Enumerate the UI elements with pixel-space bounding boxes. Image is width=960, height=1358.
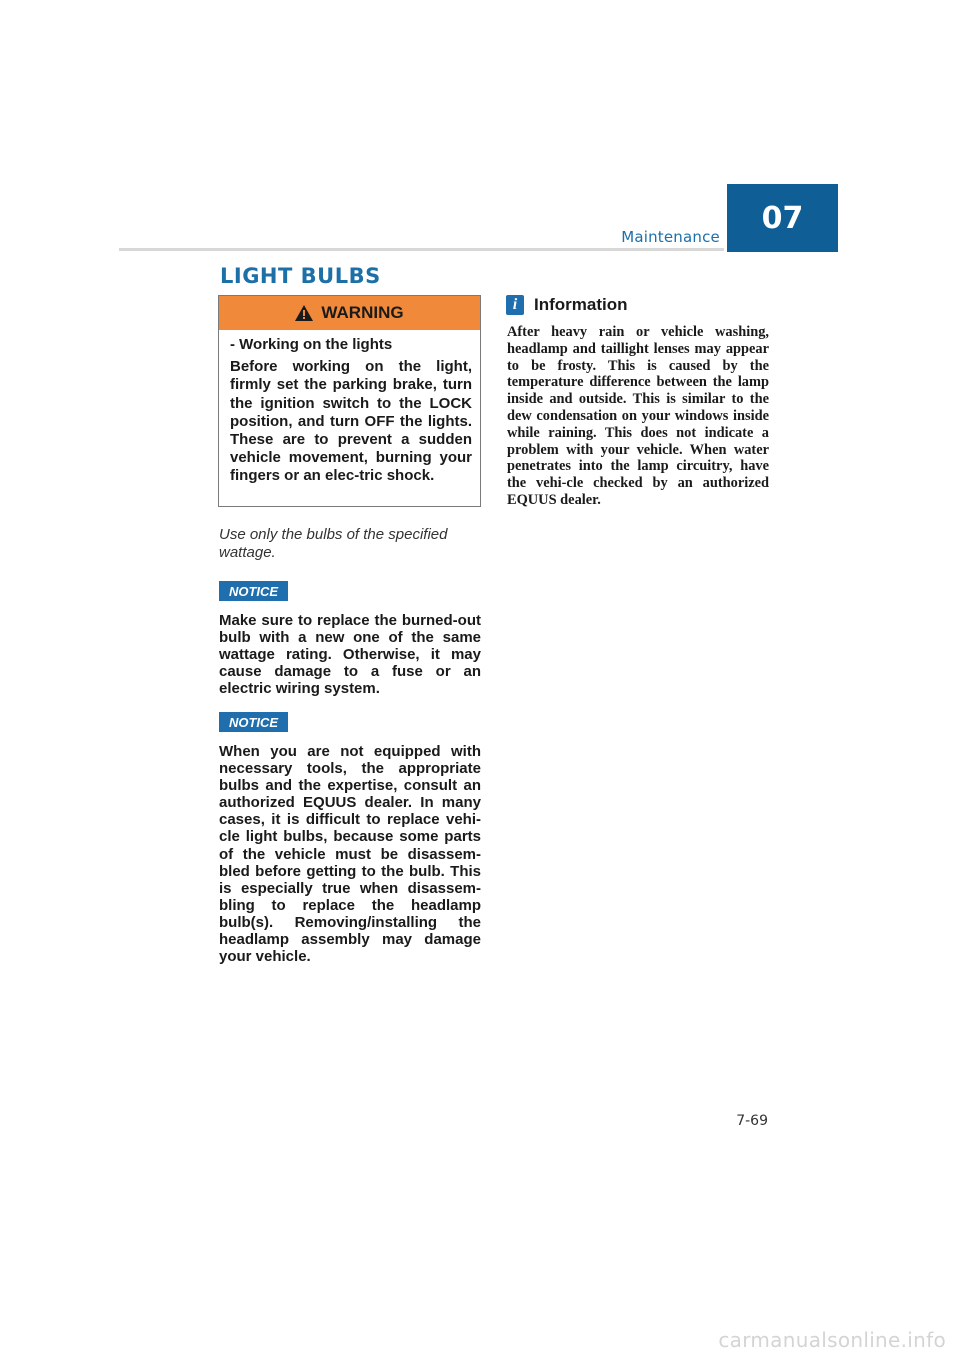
warning-text: Before working on the light, firmly set the parking brake, turn the ignition switch to the LOCK position, and turn OFF the lights. These are to prevent a sudden vehicle movement, burning your fingers or an elec-tric shock. — [230, 358, 472, 485]
page-title: LIGHT BULBS — [220, 264, 381, 288]
information-title: Information — [534, 295, 628, 314]
notice-badge: NOTICE — [219, 581, 288, 601]
chapter-number: 07 — [727, 184, 838, 252]
warning-header — [219, 296, 480, 330]
warning-item-title: - Working on the lights — [230, 336, 393, 353]
warning-body — [219, 330, 480, 486]
section-name: Maintenance — [621, 228, 720, 246]
wattage-note: Use only the bulbs of the specified wattage. — [219, 526, 448, 561]
warning-label: WARNING — [321, 303, 404, 322]
information-header — [506, 295, 628, 315]
notice-text: When you are not equipped with necessary tools, the appropriate bulbs and the expertise, consult an authorized EQUUS dealer. In many cases, it is difficult to replace vehi-cle light bulbs, because some parts of the vehicle must be disassem-bled before getting to the bulb. This is especially true when disassem-bling to replace the headlamp bulb(s). Removing/installing the headlamp assembly may damage your vehicle. — [219, 743, 481, 966]
notice-badge: NOTICE — [219, 712, 288, 732]
information-text: After heavy rain or vehicle washing, headlamp and taillight lenses may appear to be frosty. This is caused by the temperature difference between the lamp inside and outside. This is similar to the dew condensation on your windows inside while raining. This does not indicate a problem with your vehicle. When water penetrates into the lamp circuitry, have the vehi-cle checked by an authorized EQUUS dealer. — [507, 324, 769, 508]
notice-text: Make sure to replace the burned-out bulb with a new one of the same wattage rating. Otherwise, it may cause damage to a fuse or an electric wiring system. — [219, 612, 481, 698]
info-icon: i — [506, 295, 524, 315]
watermark-text: carmanualsonline.info — [718, 1328, 946, 1352]
page-number: 7-69 — [736, 1113, 768, 1129]
warning-box — [218, 295, 481, 507]
header-divider — [119, 248, 724, 251]
warning-triangle-icon — [295, 305, 313, 321]
